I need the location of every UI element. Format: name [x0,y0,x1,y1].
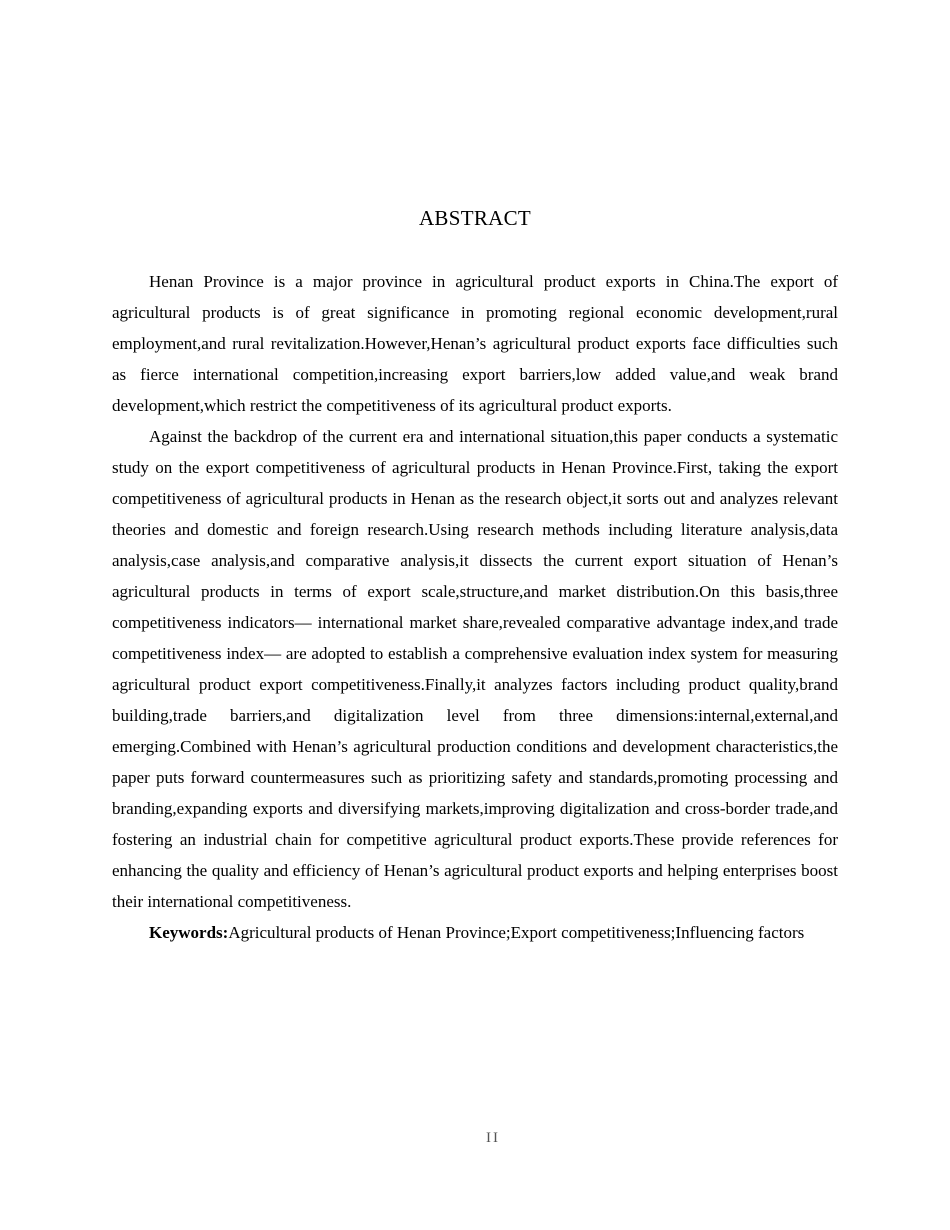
abstract-body [112,266,838,948]
keywords-text: Agricultural products of Henan Province;Export competitiveness;Influencing factors [228,923,805,942]
abstract-paragraph-2: Against the backdrop of the current era and international situation,this paper conducts a systematic study on the export competitiveness of agricultural products in Henan Province.First, taking the export competitiveness of agricultural products in Henan as the research object,it sorts out and analyzes relevant theories and domestic and foreign research.Using research methods including literature analysis,data analysis,case analysis,and comparative analysis,it dissects the current export situation of Henan’s agricultural products in terms of export scale,structure,and market distribution.On this basis,three competitiveness indicators— international market share,revealed comparative advantage index,and trade competitiveness index— are adopted to establish a comprehensive evaluation index system for measuring agricultural product export competitiveness.Finally,it analyzes factors including product quality,brand building,trade barriers,and digitalization level from three dimensions:internal,external,and emerging.Combined with Henan’s agricultural production conditions and development characteristics,the paper puts forward countermeasures such as prioritizing safety and standards,promoting processing and branding,expanding exports and diversifying markets,improving digitalization and cross-border trade,and fostering an industrial chain for competitive agricultural product exports.These provide references for enhancing the quality and efficiency of Henan’s agricultural product exports and helping enterprises boost their international competitiveness. [112,427,838,911]
keywords-label: Keywords: [149,923,229,942]
keywords-paragraph [112,917,838,948]
page-number: II [486,1130,500,1146]
abstract-paragraph-1: Henan Province is a major province in agricultural product exports in China.The export of agricultural products is of great significance in promoting regional economic development,rural employment,and rural revitalization.However,Henan’s agricultural product exports face difficulties such as fierce international competition,increasing export barriers,low added value,and weak brand development,which restrict the competitiveness of its agricultural product exports. [112,272,838,415]
abstract-title: ABSTRACT [418,206,532,230]
